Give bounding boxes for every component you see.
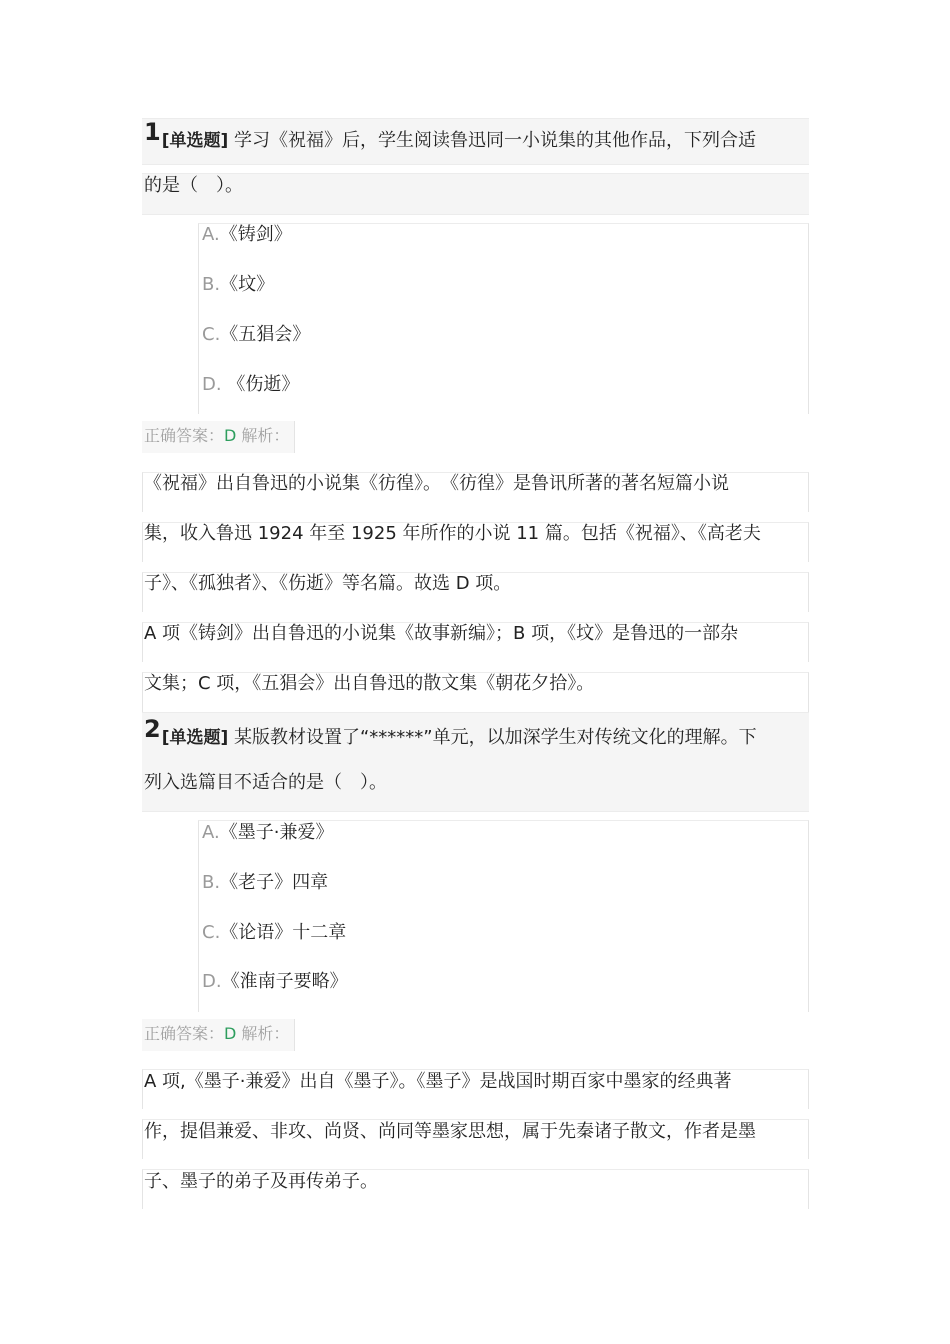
- option-letter: B.: [202, 872, 221, 893]
- answer-row: [142, 421, 295, 453]
- answer-label: 正确答案：: [144, 1024, 225, 1043]
- option-letter: D.: [202, 971, 222, 992]
- option-b[interactable]: [202, 273, 274, 297]
- explanation-line: A 项《铸剑》出自鲁迅的小说集《故事新编》；B 项，《坟》是鲁迅的一部杂: [144, 623, 739, 644]
- option-text: 《老子》四章: [220, 872, 329, 893]
- question-2-stem-line1: [144, 715, 757, 750]
- question-stem-text: 某版教材设置了“******”单元，以加深学生对传统文化的理解。下: [233, 727, 757, 748]
- option-c[interactable]: [202, 921, 346, 945]
- explanation-line: 集，收入鲁迅 1924 年至 1925 年所作的小说 11 篇。包括《祝福》、《高老夫: [144, 523, 761, 544]
- explanation-line: 作，提倡兼爱、非攻、尚贤、尚同等墨家思想，属于先秦诸子散文，作者是墨: [144, 1121, 756, 1142]
- question-number: 2: [144, 715, 161, 743]
- analysis-label: 解析：: [236, 426, 290, 445]
- option-d[interactable]: [202, 970, 348, 994]
- answer-value: D: [224, 426, 237, 445]
- option-letter: C.: [202, 922, 221, 943]
- answer-row: [142, 1019, 295, 1051]
- analysis-label: 解析：: [236, 1024, 290, 1043]
- option-letter: D.: [202, 374, 222, 395]
- explanation-line: 文集；C 项，《五猖会》出自鲁迅的散文集《朝花夕拾》。: [144, 673, 595, 694]
- option-text: 《论语》十二章: [220, 922, 347, 943]
- option-text: 《淮南子要略》: [221, 971, 348, 992]
- question-1-stem-line1: [144, 118, 756, 153]
- explanation-line: 《祝福》出自鲁迅的小说集《彷徨》。 《彷徨》是鲁讯所著的著名短篇小说: [144, 473, 729, 494]
- option-text: 《墨子·兼爱》: [219, 822, 334, 843]
- question-1-stem-line2: 的是（ ）。: [144, 175, 243, 196]
- option-a[interactable]: [202, 223, 292, 247]
- option-d[interactable]: [202, 373, 299, 397]
- option-b[interactable]: [202, 871, 328, 895]
- answer-label: 正确答案：: [144, 426, 225, 445]
- option-a[interactable]: [202, 821, 333, 845]
- option-text: 《铸剑》: [219, 224, 292, 245]
- option-text: 《五猖会》: [220, 324, 311, 345]
- option-letter: C.: [202, 324, 221, 345]
- option-letter: A.: [202, 224, 220, 245]
- question-type: [单选题]: [161, 728, 229, 748]
- explanation-line: 子、墨子的弟子及再传弟子。: [144, 1171, 378, 1192]
- explanation-line: A 项,《墨子·兼爱》出自《墨子》。《墨子》是战国时期百家中墨家的经典著: [144, 1071, 732, 1092]
- option-letter: A.: [202, 822, 220, 843]
- explanation-line: 子》、《孤独者》、《伤逝》等名篇。故选 D 项。: [144, 573, 512, 594]
- question-type: [单选题]: [161, 131, 229, 151]
- answer-value: D: [224, 1024, 237, 1043]
- question-stem-text: 学习《祝福》后，学生阅读鲁迅同一小说集的其他作品，下列合适: [233, 130, 756, 151]
- option-text: 《坟》: [220, 274, 275, 295]
- option-letter: B.: [202, 274, 221, 295]
- option-text: 《伤逝》: [221, 374, 300, 395]
- question-number: 1: [144, 118, 161, 146]
- question-2-stem-line2: 列入选篇目不适合的是（ ）。: [144, 772, 387, 793]
- option-c[interactable]: [202, 323, 310, 347]
